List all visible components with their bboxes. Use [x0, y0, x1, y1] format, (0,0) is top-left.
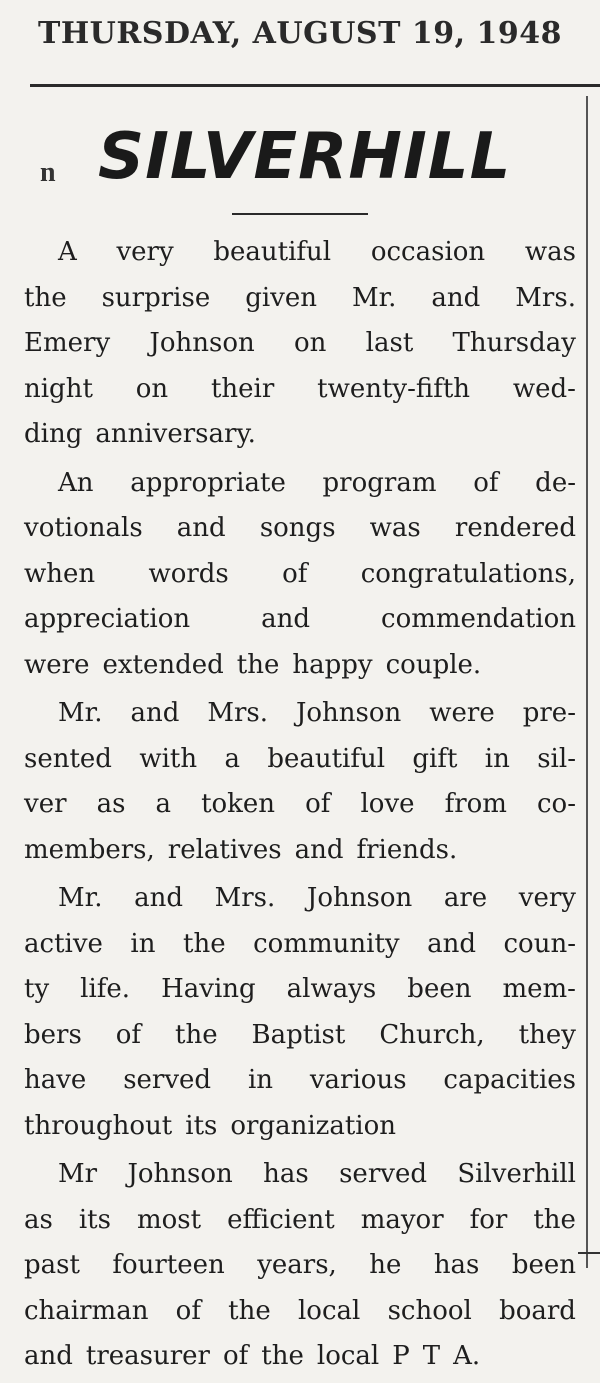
top-rule [30, 84, 600, 87]
text-line: have served in various capacities [24, 1065, 576, 1095]
print-mark: n [40, 157, 56, 188]
headline-rule [232, 213, 368, 215]
paragraph [24, 876, 576, 1149]
text-line: A very beautiful occasion was [58, 237, 576, 267]
text-line: ty life. Having always been mem- [24, 974, 576, 1004]
text-line: were extended the happy couple. [24, 649, 482, 680]
text-line: appreciation and commendation [24, 604, 576, 634]
text-line: votionals and songs was rendered [24, 513, 576, 543]
text-line: An appropriate program of de- [58, 467, 576, 498]
text-line: sented with a beautiful gift in sil- [24, 743, 576, 774]
column-rule [586, 96, 588, 1268]
text-line: members, relatives and friends. [24, 834, 458, 865]
text-line: as its most efficient mayor for the [24, 1204, 576, 1235]
paragraph [24, 461, 576, 689]
text-line: bers of the Baptist Church, they [24, 1019, 576, 1050]
paragraph [24, 230, 576, 458]
text-line: and treasurer of the local P T A. [24, 1341, 481, 1371]
text-line: active in the community and coun- [24, 928, 576, 959]
column-rule-tick [578, 1252, 600, 1254]
dateline: THURSDAY, AUGUST 19, 1948 [38, 16, 562, 51]
text-line: ver as a token of love from co- [24, 789, 576, 819]
text-line: when words of congratulations, [24, 558, 576, 589]
paragraph [24, 1152, 576, 1380]
headline: SILVERHILL [98, 120, 512, 194]
text-line: Emery Johnson on last Thursday [24, 328, 576, 358]
text-line: night on their twenty-fifth wed- [24, 373, 576, 404]
paragraph [24, 691, 576, 873]
text-line: chairman of the local school board [24, 1295, 576, 1326]
text-line: past fourteen years, he has been [24, 1250, 576, 1280]
text-line: throughout its organization [24, 1110, 397, 1141]
text-line: ding anniversary. [24, 419, 256, 449]
text-line: Mr. and Mrs. Johnson were pre- [58, 698, 576, 728]
text-line: the surprise given Mr. and Mrs. [24, 282, 576, 313]
article-body [24, 230, 576, 1383]
text-line: Mr. and Mrs. Johnson are very [58, 883, 576, 913]
text-line: Mr Johnson has served Silverhill [58, 1159, 576, 1189]
